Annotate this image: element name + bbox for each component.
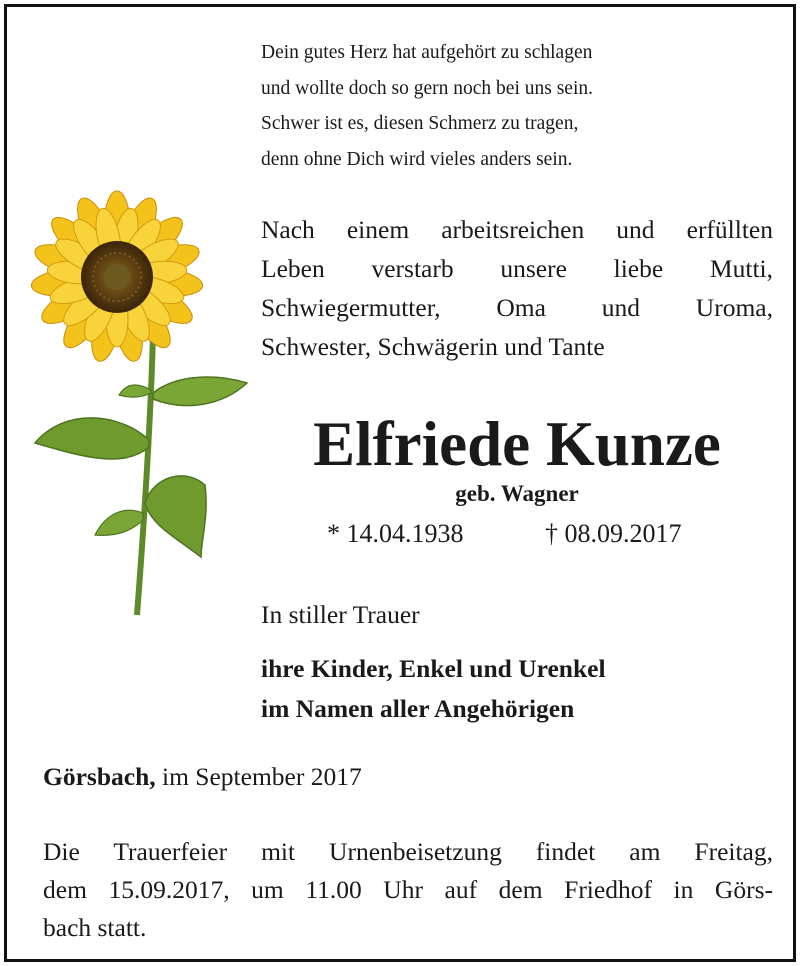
mourning-intro: In stiller Trauer <box>261 600 420 629</box>
poem-line: Dein gutes Herz hat aufgehört zu schlagen <box>261 42 593 63</box>
poem <box>261 35 701 177</box>
birth-date: * 14.04.1938 <box>327 519 464 548</box>
intro-line: Leben verstarb unsere liebe Mutti, <box>261 254 773 283</box>
signer-line: ihre Kinder, Enkel und Urenkel <box>261 654 606 683</box>
place: Görsbach, <box>43 762 156 791</box>
deceased-name: Elfriede Kunze <box>313 409 721 479</box>
signers <box>261 649 606 729</box>
poem-line: und wollte doch so gern noch bei uns sein. <box>261 77 593 99</box>
info-line: Die Trauerfeier mit Urnenbeisetzung findet am Freitag, <box>43 837 773 866</box>
death-date: † 08.09.2017 <box>545 519 682 548</box>
info-line: bach statt. <box>43 913 147 942</box>
info-line: dem 15.09.2017, um 11.00 Uhr auf dem Friedhof in Görs- <box>43 875 773 904</box>
sunflower-image <box>25 185 255 617</box>
signer-line: im Namen aller Angehörigen <box>261 694 575 723</box>
intro-line: Schwester, Schwägerin und Tante <box>261 332 605 361</box>
funeral-info <box>43 833 773 947</box>
poem-line: denn ohne Dich wird vieles anders sein. <box>261 148 573 170</box>
obituary-frame <box>4 4 796 962</box>
intro-text <box>261 210 773 366</box>
place-date <box>43 762 362 792</box>
intro-line: Schwiegermutter, Oma und Uroma, <box>261 293 773 322</box>
birth-name: geb. Wagner <box>455 481 579 506</box>
intro-line: Nach einem arbeitsreichen und erfüllten <box>261 215 773 244</box>
poem-line: Schwer ist es, diesen Schmerz zu tragen, <box>261 113 579 134</box>
date: im September 2017 <box>162 762 362 791</box>
